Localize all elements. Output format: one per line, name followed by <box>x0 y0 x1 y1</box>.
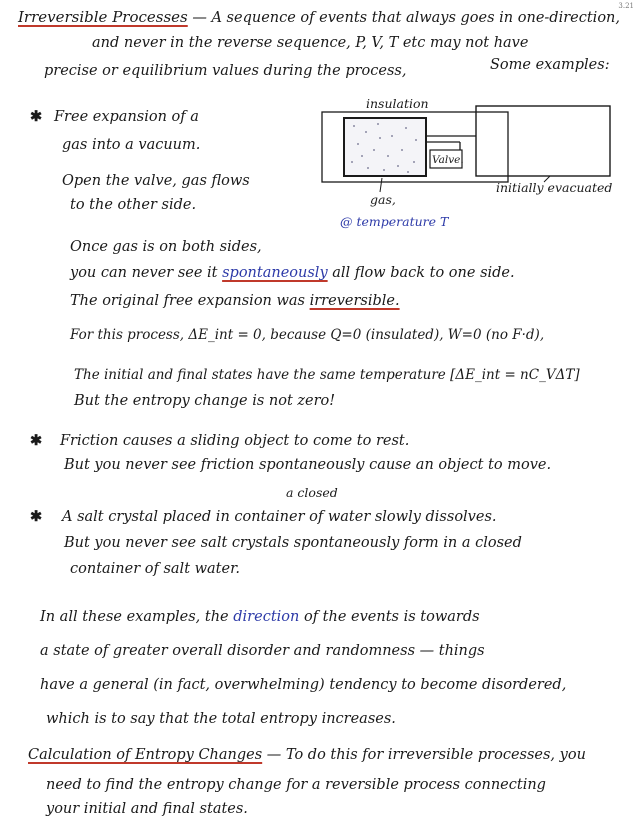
para2-line-1: In all these examples, the direction of the events is towards <box>40 609 480 625</box>
para2-line-4: which is to say that the total entropy increases. <box>46 711 396 727</box>
calc-line-3: your initial and final states. <box>46 801 248 817</box>
para1-line-3: The original free expansion was irreversible. <box>70 293 400 309</box>
example2-line-2: But you never see friction spontaneously cause an object to move. <box>64 457 552 473</box>
example1-line-2: gas into a vacuum. <box>62 137 201 153</box>
example3-line-2: But you never see salt crystals spontaneously form in a closed <box>64 535 522 551</box>
gas-label: gas, <box>370 192 396 207</box>
bullet-star-icon: ✱ <box>30 508 43 525</box>
calc-line-1: Calculation of Entropy Changes — To do this for irreversible processes, you <box>28 747 586 763</box>
bullet-star-icon: ✱ <box>30 108 43 125</box>
intro-line-2: and never in the reverse sequence, P, V, T etc may not have <box>92 35 529 51</box>
irreversible-word: irreversible. <box>309 293 400 309</box>
example3-line-1: A salt crystal placed in container of water slowly dissolves. <box>62 509 497 525</box>
para1-line-6: But the entropy change is not zero! <box>74 393 336 409</box>
para2-line-2: a state of greater overall disorder and randomness — things <box>40 643 485 659</box>
example1-line-1: Free expansion of a <box>54 109 199 125</box>
calculation-heading: Calculation of Entropy Changes <box>28 747 263 763</box>
temperature-label: @ temperature T <box>340 214 449 229</box>
page-number: 3.21 <box>618 2 634 10</box>
irreversible-processes-heading: Irreversible Processes <box>18 8 188 26</box>
spontaneously-word: spontaneously <box>222 265 328 281</box>
bullet-star-icon: ✱ <box>30 432 43 449</box>
intro-line-1-text: — A sequence of events that always goes in one-direction, <box>192 10 620 26</box>
evacuated-container <box>476 106 610 176</box>
intro-line-3: precise or equilibrium values during the process, <box>44 63 407 79</box>
example2-line-1: Friction causes a sliding object to come to rest. <box>60 433 410 449</box>
para2-line-3: have a general (in fact, overwhelming) tendency to become disordered, <box>40 677 567 693</box>
para1-line-4: For this process, ΔE_int = 0, because Q=0 (insulated), W=0 (no F·d), <box>70 327 545 343</box>
evacuated-label: initially evacuated <box>496 180 613 195</box>
insulation-label: insulation <box>366 96 429 111</box>
example3-line-3: container of salt water. <box>70 561 241 577</box>
para1-line-5: The initial and final states have the same temperature [ΔE_int = nC_VΔT] <box>74 367 580 383</box>
example1-line-4: to the other side. <box>70 197 197 213</box>
direction-word: direction <box>233 609 300 625</box>
para1-line-2: you can never see it spontaneously all flow back to one side. <box>70 265 515 281</box>
example3-insert: a closed <box>286 485 338 500</box>
valve-label: Valve. <box>432 154 464 166</box>
example1-line-3: Open the valve, gas flows <box>62 173 250 189</box>
gas-pointer <box>380 178 382 192</box>
para1-line-1: Once gas is on both sides, <box>70 239 262 255</box>
calc-line-2: need to find the entropy change for a reversible process connecting <box>46 777 546 793</box>
intro-line-3-right: Some examples: <box>490 57 610 73</box>
free-expansion-diagram <box>318 92 638 232</box>
gas-container <box>344 118 426 176</box>
intro-line-1 <box>18 8 620 27</box>
